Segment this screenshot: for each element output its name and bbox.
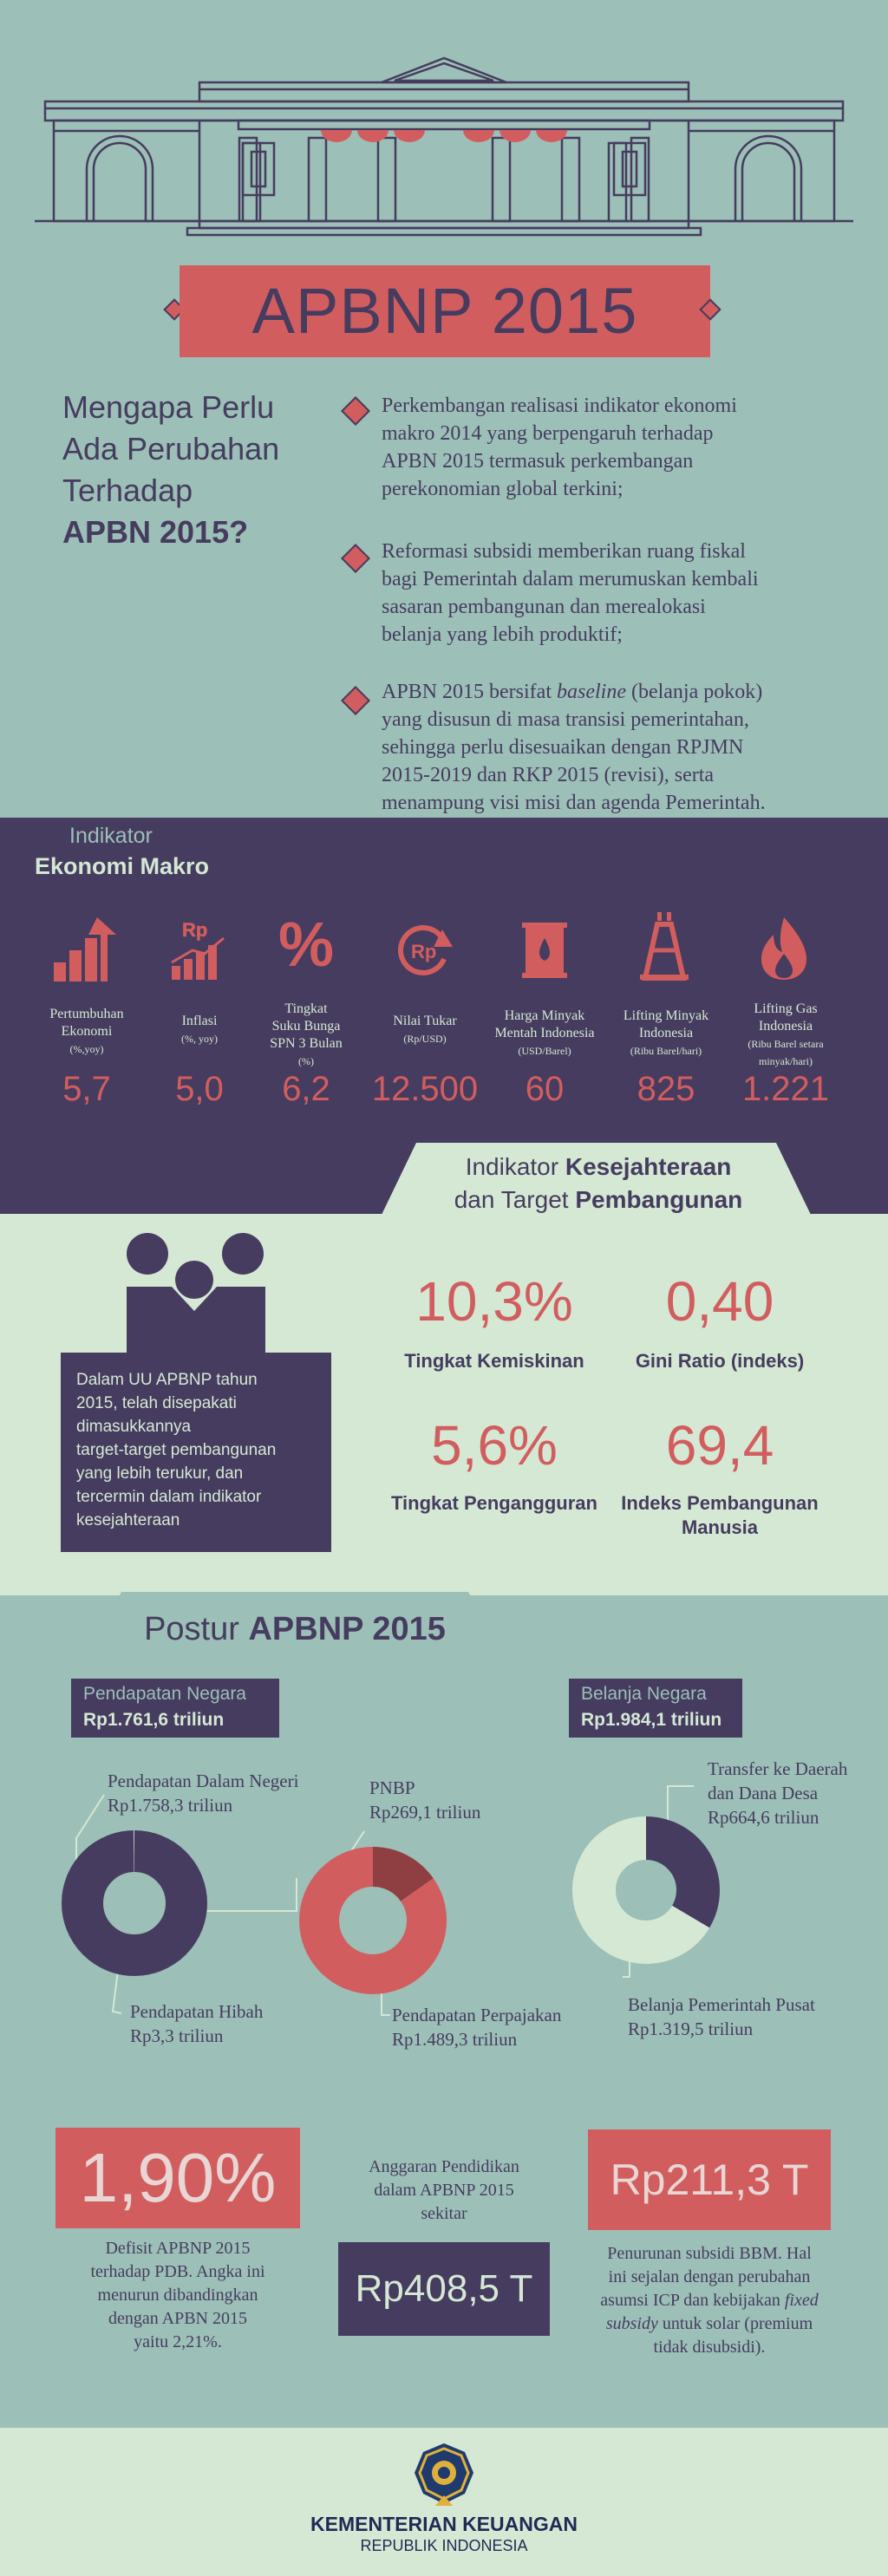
bullet-line: makro 2014 yang berpengaruh terhadap (382, 422, 714, 445)
indicator-unit: (%) (298, 1055, 314, 1067)
pendapatan-title: Pendapatan Negara (83, 1684, 246, 1704)
indicator-label: Mentah Indonesia (494, 1026, 595, 1040)
bullet-line (382, 678, 876, 706)
tab-text-bold: APBNP 2015 (248, 1611, 446, 1647)
footer-org: KEMENTERIAN KEUANGAN (310, 2513, 578, 2535)
bullet-line: 2015-2019 dan RKP 2015 (revisi), serta (382, 764, 715, 786)
indicator-label: Suku Bunga (271, 1019, 341, 1034)
caption-line: dalam APBNP 2015 (374, 2181, 514, 2200)
caption-text-italic: fixed (784, 2291, 819, 2310)
caption-line: dengan APBN 2015 (108, 2309, 247, 2328)
description-line: kesejahteraan (76, 1511, 180, 1529)
exchange-icon-rp: Rp (411, 941, 437, 962)
label-belanja-pusat (628, 1992, 871, 2041)
indicator-unit: minyak/hari) (759, 1055, 813, 1067)
stat-value: 5,6% (431, 1414, 558, 1477)
label-line: Transfer ke Daerah (708, 1758, 848, 1779)
label-line: Rp3,3 triliun (130, 2025, 224, 2046)
stat-label: Tingkat Kemiskinan (404, 1350, 584, 1372)
bullet-line: APBN 2015 termasuk perkembangan (382, 450, 694, 473)
caption-text: asumsi ICP dan kebijakan (600, 2291, 785, 2310)
label-line: Rp664,6 triliun (708, 1807, 819, 1828)
indicator-label: Tingkat (284, 1001, 328, 1016)
label-line: dan Dana Desa (708, 1783, 819, 1803)
indicator-unit: (Ribu Barel/hari) (630, 1045, 702, 1057)
indicator-value: 1.221 (741, 1070, 830, 1108)
caption-line: Anggaran Pendidikan (369, 2157, 519, 2176)
belanja-total: Rp1.984,1 triliun (581, 1710, 722, 1730)
caption-line (579, 2289, 839, 2312)
page-title: APBNP 2015 (251, 275, 638, 347)
indicator-label: SPN 3 Bulan (270, 1036, 343, 1051)
defisit-value: 1,90% (56, 2128, 300, 2228)
growth-chart-icon (50, 917, 120, 981)
pendidikan-value: Rp408,5 T (338, 2242, 550, 2336)
indicator-label: Harga Minyak (504, 1008, 585, 1023)
description-line: tercermin dalam indikator (76, 1488, 262, 1506)
tab-text: Postur (144, 1611, 249, 1647)
inflation-icon-rp: Rp (182, 919, 208, 941)
gas-flame-icon (760, 916, 808, 981)
pendapatan-dalam-negeri-donut (82, 1851, 186, 1955)
oil-rig-icon (638, 912, 690, 981)
bullet-2 (382, 538, 867, 649)
question-line-bold: APBN 2015? (62, 514, 249, 550)
description-line: Dalam UU APBNP tahun (76, 1371, 258, 1389)
indicator-value: 6,2 (282, 1070, 330, 1108)
label-transfer-daerah (708, 1757, 881, 1829)
exchange-rate-icon (392, 917, 456, 981)
bullet-line: sasaran pembangunan dan merealokasi (382, 596, 706, 618)
stat-label: Tingkat Pengangguran (391, 1492, 597, 1514)
indicator-value: 5,0 (175, 1070, 224, 1108)
caption-line: terhadap PDB. Angka ini (90, 2262, 265, 2281)
kesejahteraan-tab-line2 (408, 1186, 789, 1214)
caption-text: untuk solar (premium (657, 2314, 813, 2333)
ekonomi-tab-line2: Ekonomi Makro (35, 853, 210, 879)
belanja-donut (594, 1838, 698, 1942)
indicator-harga-minyak (484, 1008, 605, 1060)
bullet-line: menampung visi misi dan agenda Pemerintah. (382, 792, 766, 814)
indicator-label: Inflasi (181, 1014, 218, 1028)
indicator-suku-bunga (250, 1001, 362, 1070)
stat-label: Indeks Pembangunan (621, 1492, 819, 1514)
indicator-label: Indonesia (638, 1026, 694, 1040)
question-line: Terhadap (62, 473, 193, 508)
description-line: dimasukkannya (76, 1418, 192, 1436)
bullet-line: belanja yang lebih produktif; (382, 623, 623, 646)
label-line: Belanja Pemerintah Pusat (628, 1994, 815, 2015)
indicator-inflasi (143, 1013, 256, 1047)
label-pendapatan-dalam-negeri (108, 1769, 342, 1817)
bullet-3 (382, 678, 876, 817)
label-line: Pendapatan Perpajakan (392, 2005, 562, 2025)
label-line: Rp1.319,5 triliun (628, 2018, 754, 2039)
label-pendapatan-perpajakan (392, 2003, 617, 2051)
ekonomi-tab-line1: Indikator (69, 824, 153, 848)
label-line: Pendapatan Dalam Negeri (108, 1771, 299, 1791)
indicator-pertumbuhan (30, 1006, 143, 1058)
label-pendapatan-hibah (130, 1999, 338, 2048)
subsidi-caption (579, 2242, 839, 2359)
pendapatan-total: Rp1.761,6 triliun (83, 1710, 225, 1730)
kesejahteraan-description (76, 1368, 328, 1532)
label-line: Rp1.758,3 triliun (108, 1795, 233, 1816)
caption-text-italic: subsidy (605, 2314, 658, 2333)
question-heading (62, 387, 323, 553)
indicator-value: 5,7 (62, 1070, 111, 1108)
indicator-label: Ekonomi (61, 1024, 113, 1039)
bullet-line: perekonomian global terkini; (382, 478, 624, 500)
stat-label: Gini Ratio (indeks) (635, 1350, 805, 1372)
label-line: PNBP (369, 1777, 415, 1798)
label-line: Pendapatan Hibah (130, 2001, 264, 2022)
indicator-value: 825 (637, 1070, 695, 1108)
description-line: target-target pembangunan (76, 1441, 277, 1459)
caption-line: Penurunan subsidi BBM. Hal (607, 2244, 812, 2263)
indicator-value: 12.500 (371, 1070, 479, 1108)
caption-line: tidak disubsidi). (653, 2338, 766, 2357)
caption-line: yaitu 2,21%. (134, 2332, 222, 2351)
pendidikan-caption (338, 2155, 550, 2226)
perpajakan-pnbp-donut (319, 1867, 427, 1974)
palace-building-illustration (35, 48, 853, 238)
indicator-label: Pertumbuhan (49, 1007, 124, 1021)
oil-barrel-icon (520, 917, 569, 981)
indicator-label: Lifting Minyak (623, 1008, 709, 1023)
footer-country: REPUBLIK INDONESIA (360, 2537, 528, 2554)
percent-icon: % (278, 910, 335, 980)
bullet-text-italic: baseline (556, 681, 626, 703)
indicator-unit: (Ribu Barel setara (748, 1038, 824, 1050)
indicator-label: Lifting Gas (754, 1001, 818, 1016)
bullet-text-plain: APBN 2015 bersifat (382, 681, 557, 703)
bullet-line: sehingga perlu disesuaikan dengan RPJMN (382, 736, 744, 759)
inflation-icon (166, 916, 232, 981)
indicator-lifting-minyak (607, 1008, 725, 1060)
bullet-line: yang disusun di masa transisi pemerintahan, (382, 708, 749, 731)
bullet-line: bagi Pemerintah dalam merumuskan kembali (382, 568, 759, 590)
bullet-1 (382, 392, 867, 503)
stat-value: 69,4 (665, 1414, 774, 1477)
indicator-lifting-gas (728, 1001, 843, 1070)
indicator-label: Nilai Tukar (393, 1014, 457, 1028)
indicator-unit: (USD/Barel) (518, 1045, 571, 1057)
indicator-unit: (%,yoy) (69, 1043, 104, 1055)
description-line: 2015, telah disepakati (76, 1394, 237, 1412)
kemenkeu-logo-icon (413, 2442, 475, 2508)
caption-line (579, 2312, 839, 2336)
indicator-label: Indonesia (758, 1019, 813, 1034)
bullet-line: Reformasi subsidi memberikan ruang fiskal (382, 540, 746, 563)
caption-line: menurun dibandingkan (97, 2286, 258, 2305)
question-line: Ada Perubahan (62, 431, 280, 466)
bullet-text-plain: (belanja pokok) (625, 681, 763, 703)
kesejahteraan-tab-line1 (408, 1153, 789, 1181)
belanja-title: Belanja Negara (581, 1684, 707, 1704)
question-line: Mengapa Perlu (62, 389, 275, 425)
stat-value: 10,3% (415, 1270, 573, 1333)
caption-line: sekitar (421, 2204, 467, 2223)
tab-text: Indikator (465, 1153, 565, 1180)
label-line: Rp269,1 triliun (369, 1802, 481, 1823)
description-line: yang lebih terukur, dan (76, 1464, 244, 1483)
label-line: Rp1.489,3 triliun (392, 2029, 518, 2050)
tab-text-bold: Kesejahteraan (565, 1153, 732, 1180)
label-pnbp (369, 1776, 543, 1824)
bullet-line: Perkembangan realisasi indikator ekonomi (382, 395, 737, 417)
tab-text-bold: Pembangunan (575, 1186, 743, 1213)
caption-line: Defisit APBNP 2015 (105, 2239, 251, 2258)
tab-text: dan Target (454, 1186, 576, 1213)
indicator-nilai-tukar (369, 1013, 481, 1047)
caption-line: ini sejalan dengan perubahan (608, 2267, 811, 2286)
stat-value: 0,40 (665, 1270, 774, 1333)
indicator-unit: (%, yoy) (181, 1033, 218, 1045)
indicator-value: 60 (525, 1070, 565, 1108)
subsidi-value: Rp211,3 T (588, 2129, 831, 2230)
postur-tab-title (87, 1611, 503, 1648)
stat-label: Manusia (681, 1516, 759, 1538)
indicator-unit: (Rp/USD) (403, 1033, 447, 1045)
defisit-caption (56, 2237, 300, 2354)
